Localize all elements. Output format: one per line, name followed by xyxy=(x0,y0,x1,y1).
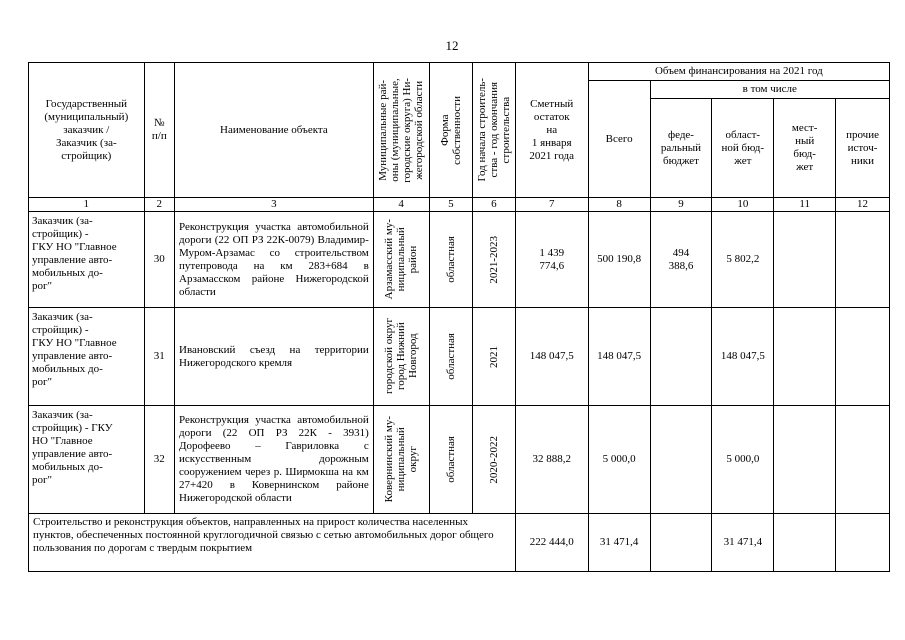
balance-cell: 148 047,5 xyxy=(515,308,588,406)
header-object-name: Наименование объекта xyxy=(175,63,374,198)
row-number: 30 xyxy=(144,212,174,308)
district-text: городской округ город Нижний Новгород xyxy=(383,318,420,395)
ownership-text: областная xyxy=(444,333,457,380)
ownership-cell xyxy=(429,406,473,514)
customer-cell: Заказчик (за- стройщик) - ГКУ НО "Главное управление авто- мобильных до- рог" xyxy=(29,212,145,308)
regional-cell: 5 802,2 xyxy=(712,212,774,308)
district-cell xyxy=(373,406,429,514)
ownership-cell xyxy=(429,212,473,308)
column-number: 1 xyxy=(29,198,145,212)
customer-cell: Заказчик (за- стройщик) - ГКУ НО "Главное управление авто- мобильных до- рог" xyxy=(29,406,145,514)
column-number: 11 xyxy=(774,198,836,212)
total-cell: 148 047,5 xyxy=(588,308,650,406)
header-customer: Государственный (муниципальный) заказчик / Заказчик (за- стройщик) xyxy=(29,63,145,198)
column-number: 5 xyxy=(429,198,473,212)
column-number: 12 xyxy=(836,198,890,212)
column-number: 9 xyxy=(650,198,712,212)
years-cell xyxy=(473,406,516,514)
header-financing: Объем финансирования на 2021 год xyxy=(588,63,889,81)
years-text: 2021 xyxy=(487,345,500,368)
page-number: 12 xyxy=(445,38,459,53)
financing-table xyxy=(28,62,890,572)
years-cell xyxy=(473,308,516,406)
balance-cell: 1 439 774,6 xyxy=(515,212,588,308)
column-number: 3 xyxy=(175,198,374,212)
header-district xyxy=(373,63,429,198)
header-years-text: Год начала строитель- ства - год окончания строительства xyxy=(475,78,512,182)
local-cell xyxy=(774,308,836,406)
summary-text: Строительство и реконструкция объектов, направленных на прирост количества населенных пунктов, обеспеченных постоянной круглогодичной связью с сетью автомобильных дорог общего пользования по дорогам с твердым покрытием xyxy=(29,514,516,572)
regional-cell: 5 000,0 xyxy=(712,406,774,514)
balance-cell: 32 888,2 xyxy=(515,406,588,514)
total-cell: 500 190,8 xyxy=(588,212,650,308)
table-row xyxy=(29,406,890,514)
object-name: Реконструкция участка автомобильной дороги (22 ОП РЗ 22К - 3931) Дорофеево – Гавриловка с искусственным дорожным сооружением через р. Ширмокша на км 27+420 в Ковернинском районе Нижегородской области xyxy=(175,406,374,514)
total-cell: 5 000,0 xyxy=(588,406,650,514)
district-cell xyxy=(373,212,429,308)
column-number: 7 xyxy=(515,198,588,212)
object-name: Ивановский съезд на территории Нижегородского кремля xyxy=(175,308,374,406)
federal-cell xyxy=(650,308,712,406)
row-number: 31 xyxy=(144,308,174,406)
years-text: 2021-2023 xyxy=(487,235,500,284)
years-text: 2020-2022 xyxy=(487,435,500,484)
years-cell xyxy=(473,212,516,308)
summary-balance: 222 444,0 xyxy=(515,514,588,572)
ownership-text: областная xyxy=(444,436,457,483)
column-number: 4 xyxy=(373,198,429,212)
district-text: Ковернинский му- ниципальный округ xyxy=(383,416,420,503)
federal-cell xyxy=(650,406,712,514)
header-regional: област- ной бюд- жет xyxy=(712,99,774,198)
table-row xyxy=(29,308,890,406)
summary-total: 31 471,4 xyxy=(588,514,650,572)
header-district-text: Муниципальные рай- оны (муниципальные, городские округа) Ни- жегородской области xyxy=(377,77,426,183)
column-number-row xyxy=(29,198,890,212)
header-years xyxy=(473,63,516,198)
header-federal: феде- ральный бюджет xyxy=(650,99,712,198)
local-cell xyxy=(774,212,836,308)
object-name: Реконструкция участка автомобильной дороги (22 ОП РЗ 22К-0079) Владимир-Муром-Арзамас со строительством путепровода на км 283+684 в Арзамасском районе Нижегородской области xyxy=(175,212,374,308)
summary-other xyxy=(836,514,890,572)
header-other: прочие источ- ники xyxy=(836,99,890,198)
ownership-cell xyxy=(429,308,473,406)
district-cell xyxy=(373,308,429,406)
other-cell xyxy=(836,212,890,308)
column-number: 6 xyxy=(473,198,516,212)
customer-cell: Заказчик (за- стройщик) - ГКУ НО "Главное управление авто- мобильных до- рог" xyxy=(29,308,145,406)
other-cell xyxy=(836,308,890,406)
summary-local xyxy=(774,514,836,572)
column-number: 10 xyxy=(712,198,774,212)
federal-cell: 494 388,6 xyxy=(650,212,712,308)
table-row xyxy=(29,212,890,308)
header-total: Всего xyxy=(588,81,650,198)
ownership-text: областная xyxy=(444,236,457,283)
header-ownership xyxy=(429,63,473,198)
column-number: 2 xyxy=(144,198,174,212)
header-ownership-text: Форма собственности xyxy=(438,95,463,165)
summary-regional: 31 471,4 xyxy=(712,514,774,572)
summary-federal xyxy=(650,514,712,572)
header-including: в том числе xyxy=(650,81,889,99)
district-text: Арзамасский му- ниципальный район xyxy=(383,219,420,300)
regional-cell: 148 047,5 xyxy=(712,308,774,406)
column-number: 8 xyxy=(588,198,650,212)
header-local: мест- ный бюд- жет xyxy=(774,99,836,198)
header-balance: Сметный остаток на 1 января 2021 года xyxy=(515,63,588,198)
header-number: № п/п xyxy=(144,63,174,198)
other-cell xyxy=(836,406,890,514)
local-cell xyxy=(774,406,836,514)
summary-row xyxy=(29,514,890,572)
row-number: 32 xyxy=(144,406,174,514)
